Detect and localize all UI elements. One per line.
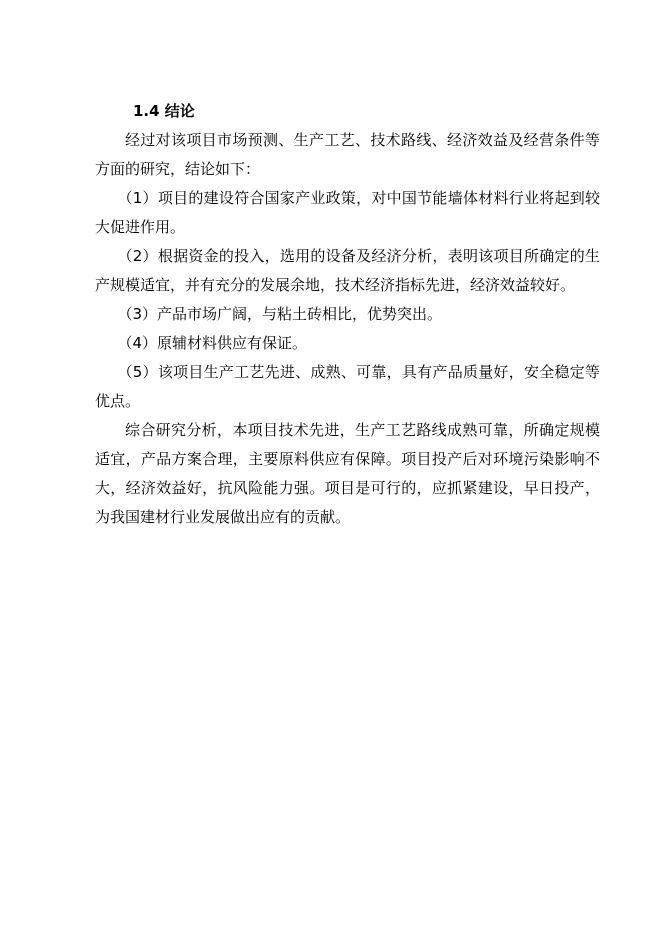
conclusion-item-5: （5）该项目生产工艺先进、成熟、可靠，具有产品质量好，安全稳定等优点。 xyxy=(95,363,600,410)
conclusion-item-2: （2）根据资金的投入，选用的设备及经济分析，表明该项目所确定的生产规模适宜，并有充分的发展余地，技术经济指标先进，经济效益较好。 xyxy=(95,247,600,294)
conclusion-item-3: （3）产品市场广阔，与粘土砖相比，优势突出。 xyxy=(117,305,443,323)
conclusion-item-4: （4）原辅材料供应有保证。 xyxy=(117,334,308,352)
section-body xyxy=(95,126,600,532)
summary-paragraph: 综合研究分析，本项目技术先进，生产工艺路线成熟可靠，所确定规模适宜，产品方案合理，主要原料供应有保障。项目投产后对环境污染影响不大，经济效益好，抗风险能力强。项目是可行的，应抓紧建设，早日投产，为我国建材行业发展做出应有的贡献。 xyxy=(95,421,600,526)
conclusion-item-1: （1）项目的建设符合国家产业政策，对中国节能墙体材料行业将起到较大促进作用。 xyxy=(95,189,600,236)
intro-paragraph: 经过对该项目市场预测、生产工艺、技术路线、经济效益及经营条件等方面的研究，结论如下： xyxy=(95,131,600,178)
section-heading: 1.4 结论 xyxy=(133,102,195,120)
